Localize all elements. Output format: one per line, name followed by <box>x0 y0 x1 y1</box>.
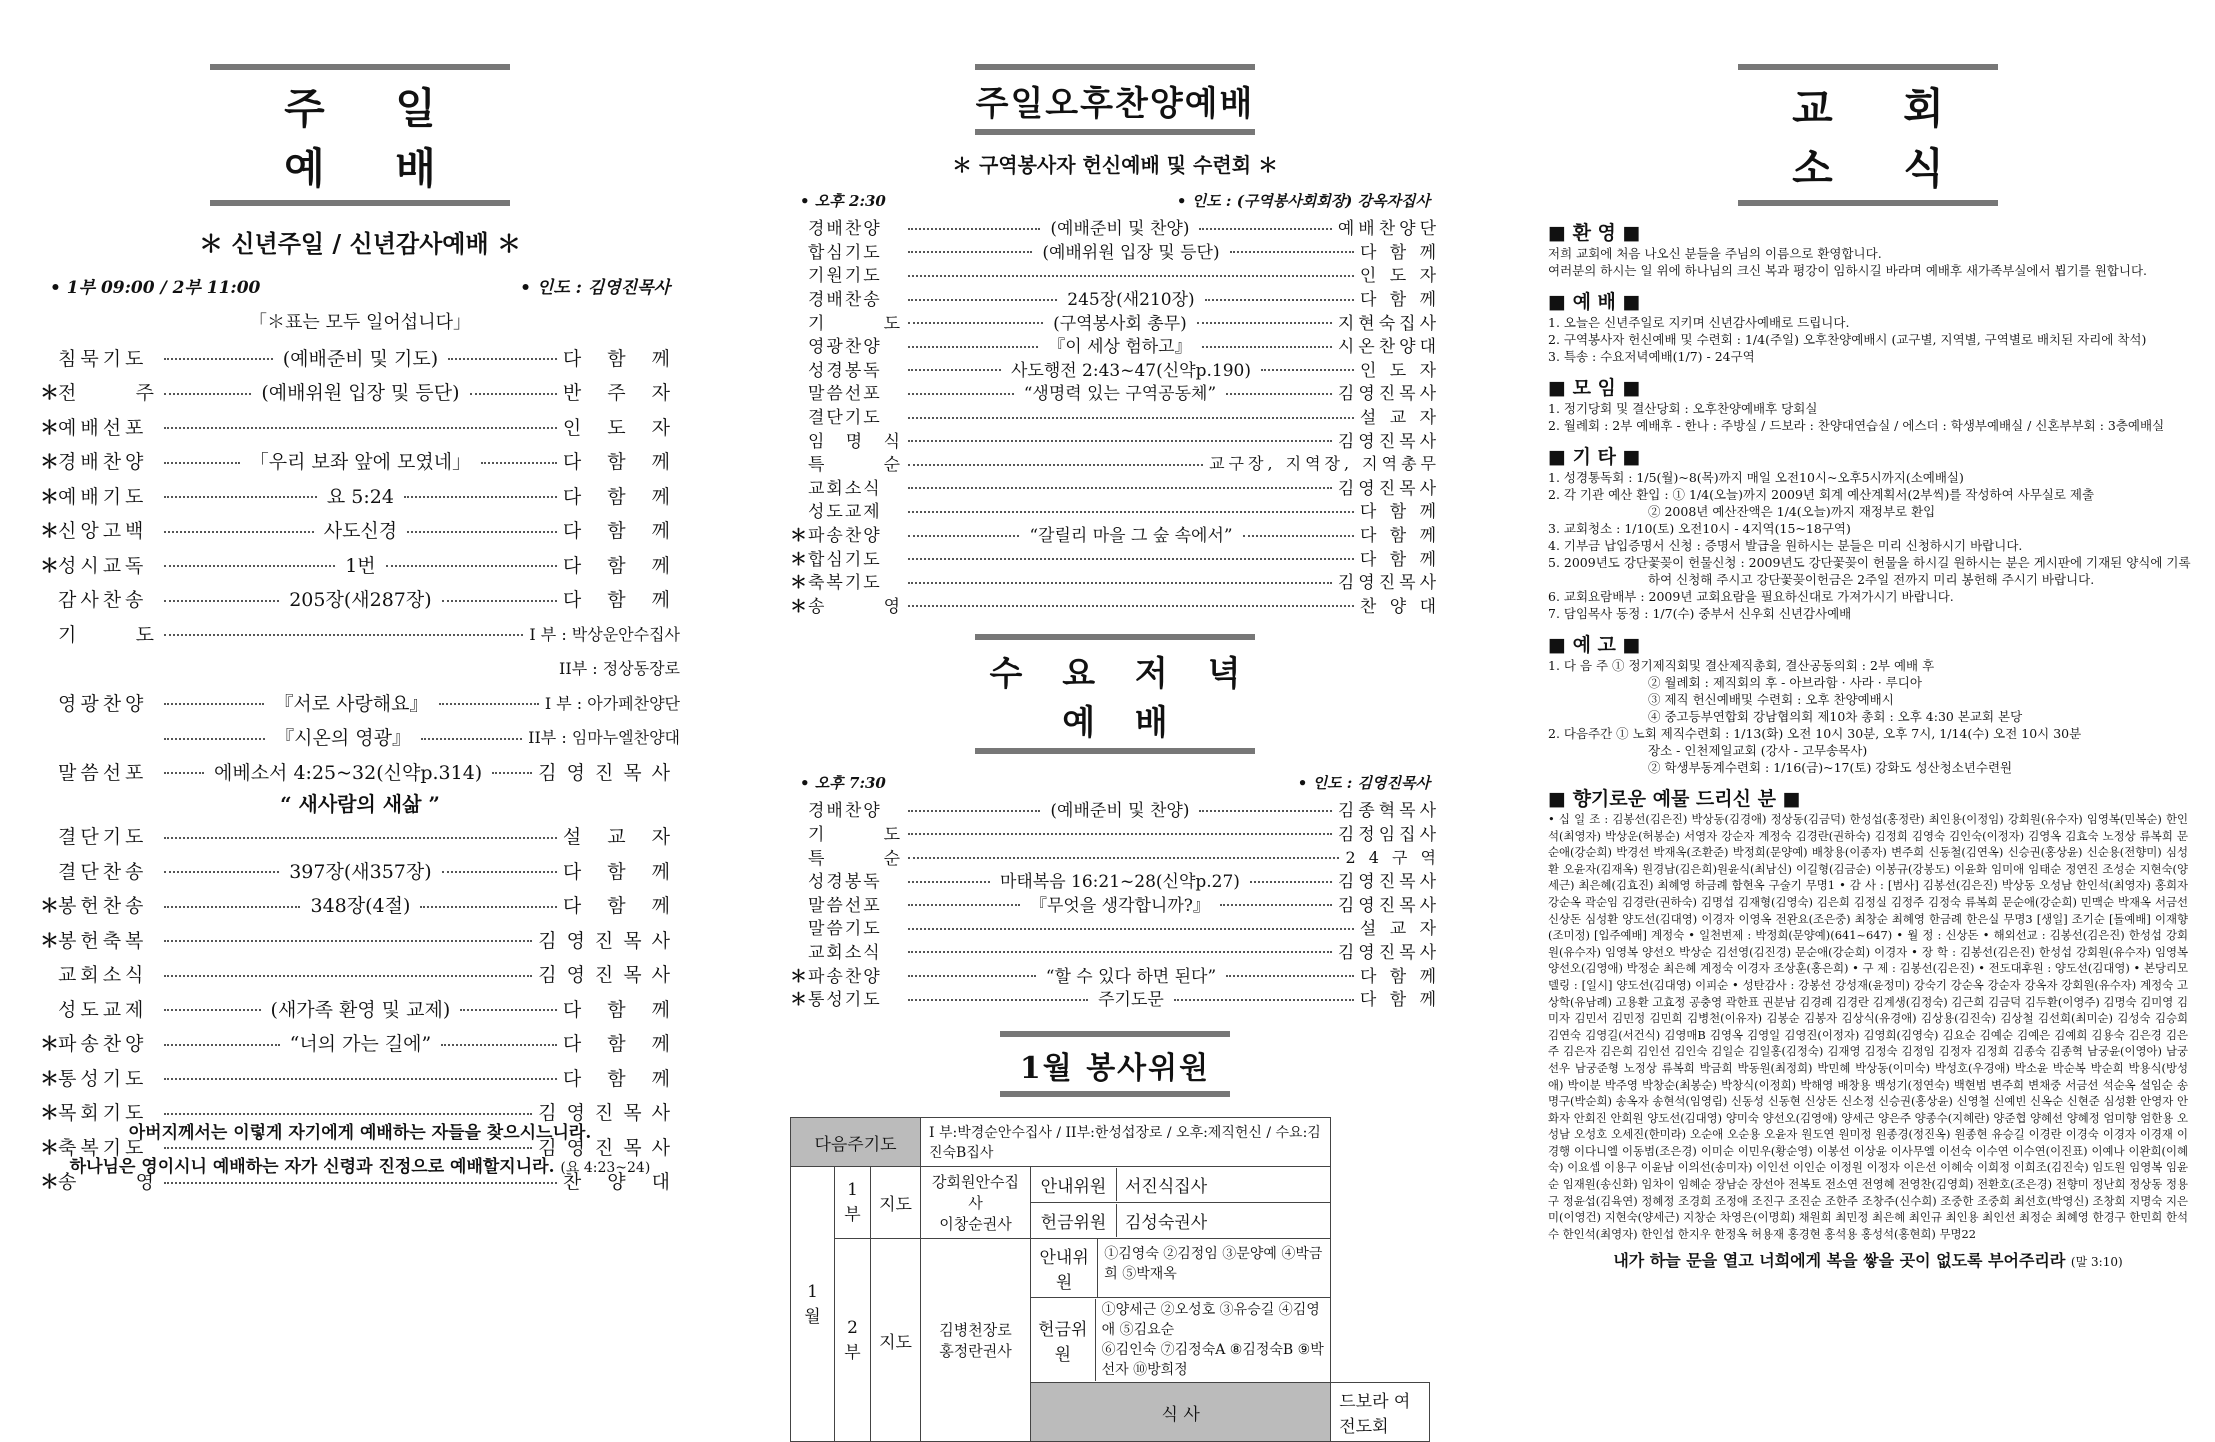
afternoon-meta <box>790 190 1440 211</box>
order-row <box>790 868 1440 892</box>
order-row <box>40 991 680 1026</box>
order-row <box>40 478 680 513</box>
order-person: 김정임집사 <box>1337 824 1440 845</box>
meta-row <box>40 273 680 298</box>
order-person: II부 : 임마누엘찬양대 <box>528 728 681 748</box>
order-row <box>790 239 1440 263</box>
order-person: 다 함 께 <box>562 895 681 918</box>
order-detail: “너의 가는 길에” <box>289 1033 432 1056</box>
wednesday-leader: • 인도 : 김영진목사 <box>1297 774 1430 793</box>
closing-ref: (말 3:10) <box>2070 1255 2123 1270</box>
order-person: 다 함 께 <box>1359 549 1440 570</box>
order-row <box>40 651 680 686</box>
order-person: 다 함 께 <box>562 589 681 612</box>
order-row <box>790 380 1440 404</box>
preview-list <box>1548 657 2188 776</box>
order-label: 목회기도 <box>58 1102 148 1125</box>
order-label: 특 순 <box>808 455 902 476</box>
stand-mark: ＊ <box>40 1067 60 1090</box>
order-person: 인 도 자 <box>562 416 680 439</box>
order-row <box>790 262 1440 286</box>
volunteer-table <box>790 1117 1430 1442</box>
order-person: 김영진목사 <box>1337 384 1441 405</box>
standing-note: 「＊표는 모두 일어섭니다」 <box>249 312 471 333</box>
wednesday-meta <box>790 772 1440 793</box>
order-row <box>790 844 1440 868</box>
stand-mark: ＊ <box>40 416 60 439</box>
news-item: 3. 특송 : 수요저녁예배(1/7) - 24구역 <box>1548 349 1755 364</box>
order-person: 김영진목사 <box>1337 872 1440 893</box>
order-row <box>790 451 1440 475</box>
order-person: 교구장, 지역장, 지역총무 <box>1209 454 1440 474</box>
closing-verse <box>1548 1248 2188 1271</box>
meal-value: 드보라 여전도회 <box>1331 1383 1430 1442</box>
news-item: 5. 2009년도 강단꽃꽂이 헌물신청 : 2009년도 강단꽃꽂이 헌물을 하시길 원하시는 분은 게시판에 기재된 양식에 기록 <box>1548 555 2191 570</box>
order-person: 반 주 자 <box>562 382 681 405</box>
welcome-heading: ■ 환 영 ■ <box>1548 222 1641 244</box>
order-label: 송 영 <box>808 596 902 617</box>
news-item: 저희 교회에 처음 나오신 분들을 주님의 이름으로 환영합니다. <box>1548 246 1882 261</box>
order-detail: 205장(새287장) <box>289 589 432 612</box>
order-detail: “할 수 있다 하면 된다” <box>1045 966 1217 987</box>
order-label: 봉헌찬송 <box>58 895 148 918</box>
footer-verse <box>40 1116 680 1185</box>
order-label: 영광찬양 <box>808 337 882 358</box>
order-row <box>40 444 680 479</box>
order-person: 시온찬양대 <box>1337 337 1440 358</box>
order-row <box>790 357 1440 381</box>
order-label: 기원기도 <box>808 266 882 287</box>
afternoon-leader: • 인도 : (구역봉사회회장) 강옥자집사 <box>1176 192 1430 210</box>
order-person: 지현숙집사 <box>1337 313 1440 334</box>
order-row <box>790 333 1440 357</box>
next-prayer-label: 다음주기도 <box>791 1118 921 1167</box>
order-of-service <box>40 340 680 1198</box>
footer-line-2: 하나님은 영이시니 예배하는 자가 신령과 진정으로 예배할지니라. <box>69 1157 555 1177</box>
order-person: 찬 양 대 <box>562 1171 680 1194</box>
order-person: 김영진목사 <box>1337 942 1440 963</box>
offering-heading: ■ 향기로운 예물 드리신 분 ■ <box>1548 788 1801 810</box>
order-person: 설 교 자 <box>1359 408 1440 429</box>
stand-mark: ＊ <box>790 526 807 547</box>
order-label: 기 도 <box>808 313 902 334</box>
news-item: 1. 성경통독회 : 1/5(월)~8(목)까지 매일 오전10시~오후5시까지(소예배실) <box>1548 470 1964 485</box>
news-item: 2. 구역봉사자 헌신예배 및 수련회 : 1/4(주일) 오후찬양예배시 (교구별, 지역별, 구역별로 배치된 자리에 착석) <box>1548 332 2147 347</box>
order-detail: 「우리 보좌 앞에 모였네」 <box>249 451 472 474</box>
order-label: 통성기도 <box>808 990 882 1011</box>
order-row <box>40 513 680 548</box>
etc-list <box>1548 469 2191 622</box>
stand-mark: ＊ <box>40 554 60 577</box>
news-item: ② 월례회 : 제직회의 후 - 아브라함 · 사라 · 루디아 <box>1648 675 1922 690</box>
news-item: 6. 교회요람배부 : 2009년 교회요람을 필요하신대로 가져가시기 바랍니다. <box>1548 589 1954 604</box>
order-row <box>40 547 680 582</box>
order-row <box>790 475 1440 499</box>
order-person: 다 함 께 <box>562 554 681 577</box>
order-row <box>40 819 680 854</box>
leader-names-2: 김병천장로 홍정란권사 <box>921 1239 1031 1442</box>
order-person: 다 함 께 <box>1359 526 1441 547</box>
order-person: I 부 : 아가페찬양단 <box>544 693 680 713</box>
order-label: 예배선포 <box>58 416 148 439</box>
order-label: 통성기도 <box>58 1067 148 1090</box>
offering-names-2b: ⑥김인숙 ⑦김정숙A ⑧김정숙B ⑨박선자 ⑩방희정 <box>1101 1342 1324 1379</box>
meetings-heading: ■ 모 임 ■ <box>1548 377 1641 399</box>
preview-heading: ■ 예 고 ■ <box>1548 634 1641 656</box>
stand-mark: ＊ <box>790 549 807 570</box>
order-person: 다 함 께 <box>562 998 680 1021</box>
order-row <box>790 939 1440 963</box>
order-detail: (예배준비 및 찬양) <box>1050 219 1190 240</box>
order-row <box>790 545 1440 569</box>
order-person: 김종혁목사 <box>1337 801 1440 822</box>
order-detail: 『서로 사랑해요』 <box>274 692 429 715</box>
order-label: 송 영 <box>58 1171 158 1194</box>
order-detail: “생명력 있는 구역공동체” <box>1023 384 1217 405</box>
stand-mark: ＊ <box>40 1033 60 1056</box>
stand-mark: ＊ <box>40 895 60 918</box>
order-person: 김영진목사 <box>538 1102 680 1125</box>
order-person: 설 교 자 <box>562 826 680 849</box>
offering-label-1: 헌금위원 <box>1031 1204 1117 1237</box>
order-label: 경배찬양 <box>808 801 882 822</box>
offering-list: • 십 일 조 : 김봉선(김은진) 박상동(김경애) 정상동(김금덕) 한성섭(홍정란) 최인용(이정임) 강회원(유수자) 임영복(민복순) 한인석(최영자) 박상운(허봉순) 서영자 강순자 계정숙 김경란(권하숙) 김정희 김영숙 김인숙(이정자) 김영옥 김효숙 노정상 류복희 문순애(강순희) 박경선 박재옥(조환준) 박정희(문양예) 배창용(이종자) 변주희 신동철(김연옥) 신승권(홍상윤) 신순용(전향미) 심성환 오윤자(김재옥) 원경남(김은희)원윤식(최남신) 이길형(김금순) 이봉규(강봉도) 이윤화 임미애 임태순 정연진 조성순 지현숙(양세근) 최은혜(김효진) 최혜영 하금례 함현옥 구술기 무명1 • 감 사 : [범사] 김봉선(김은진) 박상동 오성남 한인석(최영자) 홍희자 강순옥 곽순임 김경란(권하숙) 김명섭 김재형(김영숙) 김은희 김정실 김정주 김정숙 류복희 문순애(강순희) 민맥순 박재옥 서금선 신상돈 심성환 양도선(김대영) 이경자 이영옥 전완요(조은중) 최창순 최혜영 한금례 한은실 무명3 [생일] 조기순 [돌예배] 이재향(조미정) [입주예배] 계정숙 • 일천번제 : 박정희(문양예)(641~647) • 월 정 : 신상돈 • 해외선교 : 김봉선(김은진) 한성섭 강회원(유수자) 임영복 양선오 박상순 김선영(김진경) 문순애(강순희) 이경자 • 장 학 : 김봉선(김은진) 한성섭 강회원(유수자) 임영복 양선오(김영애) 박정순 최은혜 계정숙 이경자 조상훈(홍은희) • 구 제 : 김봉선(김은진) • 전도대후원 : 양도선(김대영) • 본당리모델링 : [일시] 양도선(김대영) 이피순 • 성탄감사 : 강봉선 강성재(윤정미) 강숙기 강순옥 강순자 강옥자 강회원(유수자) 계정숙 고상학(유남례) 고용환 고효정 공충영 곽한표 권분남 김경례 김경란 김계생(김정숙) 김근희 김금덕 김두환(이영주) 김명숙 김미영 김미자 김민서 김민정 김민희 김병천(이유자) 김봉순 김봉자 김상식(유경애) 김상용(김진숙) 김상철 김선희(최미순) 김성숙 김승희 김연숙 김영길(서건식) 김영매B 김영옥 김영일 김영진(이정자) 김영희(김영숙) 김요순 김예순 김예은 김예희 김용숙 김은경 김은주 김은자 김은희 김인선 김인숙 김일순 김일홍(김정숙) 김재영 김정숙 김정임 김정자 김정희 김종숙 김종혁 남궁윤(이영아) 남궁선우 남궁준형 노정상 류복희 박금희 박동원(최정희) 박민혜 박상동(이미숙) 박성호(우경애) 박소윤 박순복 박순희 박용식(방성애) 박이분 박주영 박창순(최봉순) 박창식(이정희) 박해영 배창용 백성기(정연숙) 백현범 변주희 변채중 서금선 석순옥 설임순 송명구(박순희) 송옥자 송현석(임영림) 신동성 신동현 신상돈 신소정 신승권(홍상윤) 신영철 신예빈 신옥순 신현준 심성환 안영자 안화자 안회진 안희원 양도선(김대영) 양미숙 양선오(김영애) 양세근 양은주 양종수(지혜란) 양준협 양혜선 양혜정 엄미향 엄한용 오성남 오성호 오세진(한미라) 오순애 오순용 오윤자 원도연 원미정 원종경(정진옥) 원종현 유승길 이경란 이경숙 이경자 이경재 이경행 이다니엘 이동범(조은경) 이미순 이민우(황순영) 이봉선 이상윤 이사무엘 이선숙 이수연 이수연(이진표) 이예나 이완희(이혜숙) 이요셉 이용구 이윤남 이의선(송미자) 이인선 이인순 이정원 이정자 이은선 이혜숙 이희정 이희조(김진숙) 임도원 임영복 임윤순 임재원(송신화) 임차이 임혜순 장남순 장선아 전복토 전소연 전영혜 전영찬(김영희) 전환호(조은경) 전향미 정난희 정상동 정용구 정윤섭(김육연) 정혜정 조경희 조정애 조진구 조진순 조한주 조창주(신수희) 조중한 조중희 최선호(박영신) 조창희 지명숙 지은미(이영건) 지현숙(양세근) 지창순 차영은(이명희) 채원희 최민정 최은혜 최인규 최인용 최인선 최정순 최혜영 한경구 한민희 한석수 한인석(최영자) 한인섭 한지우 한정옥 허용재 홍경현 홍석용 홍성석(홍현희) 무명22 <box>1548 812 2188 1241</box>
meal-label: 식 사 <box>1031 1383 1331 1442</box>
offering-names-2a: ①양세근 ②오성호 ③유승길 ④김영애 ⑤김요순 <box>1101 1302 1320 1339</box>
usher-names-1: 서진식집사 <box>1125 1177 1208 1198</box>
order-label: 말씀선포 <box>58 761 148 784</box>
order-detail: 요 5:24 <box>326 485 394 508</box>
offering-names-1: 김성숙권사 <box>1125 1213 1208 1234</box>
order-person: 다 함 께 <box>562 347 681 370</box>
usher-names-2: ①김영숙 ②김정임 ③문양예 ④박금희 ⑤박재옥 <box>1104 1246 1323 1283</box>
order-detail: 사도신경 <box>323 520 398 543</box>
order-label: 결단기도 <box>58 826 148 849</box>
stand-mark: ＊ <box>790 966 807 987</box>
order-detail: (예배준비 및 기도) <box>282 347 439 370</box>
order-label: 경배찬양 <box>58 451 148 474</box>
order-person: 설 교 자 <box>1359 919 1440 940</box>
order-label: 침묵기도 <box>58 347 148 370</box>
order-label: 말씀선포 <box>808 895 882 916</box>
order-label: 파송찬양 <box>808 966 882 987</box>
order-label: 축복기도 <box>58 1136 148 1159</box>
order-person: 다 함 께 <box>562 520 681 543</box>
order-row <box>40 340 680 375</box>
leader-label-1: 지도 <box>871 1167 921 1239</box>
afternoon-time: • 오후 2:30 <box>800 192 886 210</box>
order-detail: 『시온의 영광』 <box>275 727 411 750</box>
afternoon-title: 주일오후찬양예배 <box>975 64 1255 135</box>
order-person: 인 도 자 <box>1359 360 1441 381</box>
afternoon-worship-column <box>790 0 1441 1438</box>
order-label: 말씀기도 <box>808 919 882 940</box>
order-detail: “갈릴리 마을 그 숲 속에서” <box>1029 526 1233 547</box>
usher-label-2: 안내위원 <box>1031 1239 1098 1297</box>
order-person: 김영진목사 <box>538 1136 680 1159</box>
order-person: 다 함 께 <box>1359 242 1441 263</box>
order-person: 김영진목사 <box>1337 431 1440 452</box>
order-person: 김영진목사 <box>538 761 681 784</box>
news-item: 3. 교회청소 : 1/10(토) 오전10시 - 4지역(15~18구역) <box>1548 521 1851 536</box>
order-row <box>790 404 1440 428</box>
order-label: 예배기도 <box>58 485 148 508</box>
wednesday-time: • 오후 7:30 <box>800 774 886 793</box>
footer-line-1: 아버지께서는 이렇게 자기에게 예배하는 자들을 찾으시느니라. <box>128 1123 592 1143</box>
order-label: 특 순 <box>808 848 902 869</box>
etc-heading: ■ 기 타 ■ <box>1548 446 1641 468</box>
order-person: 다 함 께 <box>562 1033 681 1056</box>
order-row <box>40 888 680 923</box>
order-row <box>40 685 680 720</box>
order-label: 교회소식 <box>808 942 882 963</box>
worship-subtitle: ＊ 신년주일 / 신년감사예배 ＊ <box>198 229 522 258</box>
news-item: 하여 신청해 주시고 강단꽃꽂이헌금은 2주일 전까지 미리 봉헌해 주시기 바랍니다. <box>1648 572 2095 587</box>
usher-label-1: 안내위원 <box>1031 1168 1117 1201</box>
order-label: 봉헌축복 <box>58 929 148 952</box>
order-detail: 397장(새357장) <box>289 860 432 883</box>
service-time: • 1부 09:00 / 2부 11:00 <box>50 278 261 298</box>
order-detail: 『무엇을 생각합니까?』 <box>1029 895 1210 916</box>
order-label: 성경봉독 <box>808 360 882 381</box>
order-label: 결단찬송 <box>58 860 148 883</box>
news-item: 1. 오늘은 신년주일로 지키며 신년감사예배로 드립니다. <box>1548 315 1850 330</box>
order-row <box>40 1060 680 1095</box>
stand-mark: ＊ <box>40 485 60 508</box>
news-item: 2. 월례회 : 2부 예배후 - 한나 : 주방실 / 드보라 : 찬양대연습실 / 에스더 : 학생부예배실 / 신혼부부회 : 3층예배실 <box>1548 418 2165 433</box>
news-item: ② 2008년 예산잔액은 1/4(오늘)까지 재정부로 환입 <box>1648 504 1936 519</box>
order-detail: (예배준비 및 찬양) <box>1050 801 1190 822</box>
wednesday-title: 수 요 저 녁 예 배 <box>975 634 1255 754</box>
order-person: 김영진목사 <box>1337 478 1440 499</box>
order-person: 찬 양 대 <box>1359 596 1440 617</box>
order-row <box>40 409 680 444</box>
news-item: 1. 다 음 주 ① 정기제직회및 결산제직총회, 결산공동의회 : 2부 예배 후 <box>1548 658 1935 673</box>
wednesday-order <box>790 797 1440 1009</box>
order-row <box>790 522 1440 546</box>
order-detail: (구역봉사회 총무) <box>1053 313 1187 334</box>
next-prayer-value: I 부:박경순안수집사 / II부:한성섭장로 / 오후:제직헌신 / 수요:김진숙B집사 <box>921 1118 1331 1167</box>
order-label: 경배찬양 <box>808 219 882 240</box>
order-row <box>790 962 1440 986</box>
afternoon-subtitle: ＊ 구역봉사자 헌신예배 및 수련회 ＊ <box>952 153 1278 177</box>
order-label: 성도교제 <box>58 998 148 1021</box>
order-person: 김영진목사 <box>538 929 680 952</box>
order-row <box>790 593 1440 617</box>
order-person: II부 : 정상동장로 <box>559 659 680 679</box>
order-row <box>790 821 1440 845</box>
stand-mark: ＊ <box>790 596 807 617</box>
order-label: 기 도 <box>808 824 902 845</box>
order-row <box>40 853 680 888</box>
order-row <box>790 286 1440 310</box>
news-item: 2. 다음주간 ① 노회 제직수련회 : 1/13(화) 오전 10시 30분, 오후 7시, 1/14(수) 오전 10시 30분 <box>1548 726 2082 741</box>
order-label: 파송찬양 <box>808 526 882 547</box>
order-detail: 245장(새210장) <box>1067 290 1195 311</box>
news-item: 장소 - 인천제일교회 (강사 - 고무송목사) <box>1648 743 1868 758</box>
order-detail: (예배위원 입장 및 등단) <box>1042 242 1220 263</box>
order-row <box>40 1026 680 1061</box>
order-label: 임 명 식 <box>808 431 902 452</box>
order-person: I 부 : 박상운안수집사 <box>529 624 680 644</box>
order-person: 다 함 께 <box>1359 966 1441 987</box>
order-label: 결단기도 <box>808 408 882 429</box>
order-row <box>40 922 680 957</box>
order-row <box>40 375 680 410</box>
order-person: 김영진목사 <box>1337 895 1440 916</box>
order-row <box>790 427 1440 451</box>
order-row <box>40 789 680 819</box>
order-detail: 『이 세상 험하고』 <box>1048 337 1192 358</box>
order-row <box>790 797 1440 821</box>
news-item: 7. 담임목사 동정 : 1/7(수) 중부서 신우회 신년감사예배 <box>1548 606 1852 621</box>
afternoon-order <box>790 215 1440 616</box>
order-row <box>40 582 680 617</box>
order-detail: 사도행전 2:43~47(신약p.190) <box>1010 360 1251 381</box>
church-news-column <box>1548 0 2191 1271</box>
order-person: 다 함 께 <box>1359 290 1441 311</box>
stand-mark: ＊ <box>40 451 60 474</box>
order-label: 합심기도 <box>808 549 882 570</box>
leader-label-2: 지도 <box>871 1239 921 1442</box>
order-row <box>40 720 680 755</box>
order-label: 성도교제 <box>808 502 882 523</box>
order-label: 교회소식 <box>808 478 882 499</box>
order-person: 예배찬양단 <box>1337 219 1440 240</box>
order-row <box>40 957 680 992</box>
order-row <box>40 754 680 789</box>
stand-mark: ＊ <box>40 1102 60 1125</box>
order-detail: 에베소서 4:25~32(신약p.314) <box>214 761 483 784</box>
order-person: 2 4 구 역 <box>1345 847 1440 867</box>
news-title: 교 회 소 식 <box>1738 64 1998 206</box>
worship-list <box>1548 314 2188 365</box>
order-label: 신앙고백 <box>58 520 148 543</box>
news-item: 4. 기부금 납입증명서 신청 : 증명서 발급을 원하시는 분들은 미리 신청하시기 바랍니다. <box>1548 538 2023 553</box>
welcome-list <box>1548 245 2188 279</box>
sermon-title: “ 새사람의 새삶 ” <box>280 791 440 816</box>
order-row <box>790 498 1440 522</box>
order-label: 감사찬송 <box>58 589 148 612</box>
order-detail: (예배위원 입장 및 등단) <box>261 382 460 405</box>
order-person: 다 함 께 <box>1359 502 1440 523</box>
page-title: 주 일 예 배 <box>210 64 510 206</box>
order-label: 파송찬양 <box>58 1033 148 1056</box>
first-service-cell: 1부 <box>835 1167 871 1239</box>
order-label: 전 주 <box>58 382 158 405</box>
order-person: 김영진목사 <box>1337 573 1440 594</box>
stand-mark: ＊ <box>790 990 807 1011</box>
stand-mark: ＊ <box>790 573 807 594</box>
order-label: 축복기도 <box>808 573 882 594</box>
news-item: ③ 제직 헌신예배및 수련회 : 오후 찬양예배시 <box>1648 692 1894 707</box>
order-row <box>40 616 680 651</box>
order-label: 말씀선포 <box>808 384 882 405</box>
order-row <box>790 891 1440 915</box>
stand-mark: ＊ <box>40 1171 60 1194</box>
offering-label-2: 헌금위원 <box>1031 1299 1096 1381</box>
sunday-worship-column <box>40 0 680 1240</box>
order-row <box>790 569 1440 593</box>
meetings-list <box>1548 400 2188 434</box>
footer-ref: (요 4:23~24) <box>560 1160 651 1176</box>
order-label: 합심기도 <box>808 242 882 263</box>
order-row <box>790 309 1440 333</box>
second-service-cell: 2부 <box>835 1239 871 1442</box>
news-item: 여러분의 하시는 일 위에 하나님의 크신 복과 평강이 임하시길 바라며 예배후 새가족부실에서 뵙기를 원합니다. <box>1548 263 2148 278</box>
news-item: 1. 정기당회 및 결산당회 : 오후찬양예배후 당회실 <box>1548 401 1818 416</box>
order-person: 다 함 께 <box>562 451 680 474</box>
order-label: 영광찬양 <box>58 692 148 715</box>
order-person: 다 함 께 <box>562 1067 680 1090</box>
order-label: 경배찬송 <box>808 290 882 311</box>
order-person: 다 함 께 <box>1359 990 1440 1011</box>
order-label: 교회소식 <box>58 964 148 987</box>
order-label: 성시교독 <box>58 554 148 577</box>
order-detail: 1번 <box>345 554 376 577</box>
order-detail: 마태복음 16:21~28(신약p.27) <box>999 872 1240 893</box>
news-item: ② 학생부동계수련회 : 1/16(금)~17(토) 강화도 성산청소년수련원 <box>1648 760 2013 775</box>
order-person: 김영진목사 <box>538 964 680 987</box>
order-row <box>790 215 1440 239</box>
stand-mark: ＊ <box>40 1136 60 1159</box>
order-person: 다 함 께 <box>562 485 680 508</box>
order-label: 성경봉독 <box>808 872 882 893</box>
leader-names-1: 강회원안수집사 이창순권사 <box>921 1167 1031 1239</box>
news-item: ④ 중고등부연합회 강남협의회 제10차 총회 : 오후 4:30 본교회 본당 <box>1648 709 2023 724</box>
stand-mark: ＊ <box>40 382 60 405</box>
stand-mark: ＊ <box>40 929 60 952</box>
order-detail: 주기도문 <box>1098 990 1164 1011</box>
order-person: 다 함 께 <box>562 860 681 883</box>
worship-heading: ■ 예 배 ■ <box>1548 291 1641 313</box>
order-row <box>790 915 1440 939</box>
month-cell: 1월 <box>791 1167 835 1442</box>
closing-text: 내가 하늘 문을 열고 너희에게 복을 쌓을 곳이 없도록 부어주리라 <box>1613 1251 2066 1271</box>
order-detail: (새가족 환영 및 교제) <box>270 998 451 1021</box>
order-detail: 348장(4절) <box>310 895 411 918</box>
stand-mark: ＊ <box>40 520 60 543</box>
order-label: 기 도 <box>58 623 158 646</box>
order-person: 인 도 자 <box>1359 266 1440 287</box>
news-item: 2. 각 기관 예산 환입 : ① 1/4(오늘)까지 2009년 회계 예산계획서(2부씩)를 작성하여 사무실로 제출 <box>1548 487 2095 502</box>
order-row <box>790 986 1440 1010</box>
volunteers-title: 1월 봉사위원 <box>1000 1031 1230 1097</box>
service-leader: • 인도 : 김영진목사 <box>520 278 670 298</box>
